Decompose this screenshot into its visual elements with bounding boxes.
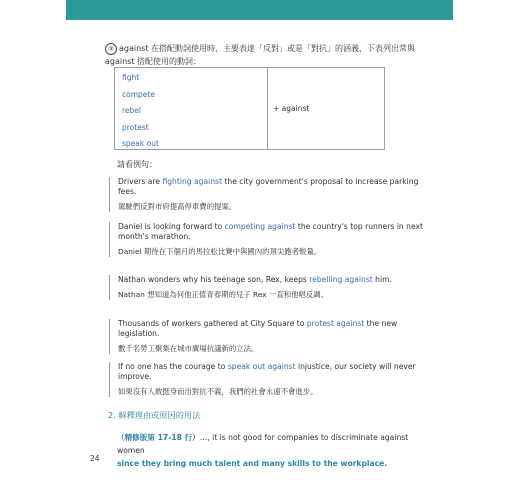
against-cell: + against — [273, 104, 310, 113]
verb-item: compete — [122, 89, 155, 99]
intro-paragraph — [105, 42, 420, 68]
verb-table — [114, 67, 385, 150]
example-zh: 數千名勞工聚集在城市廣場抗議新的立法。 — [118, 344, 259, 353]
example-en: Drivers are fighting against the city government's proposal to increase parking fees. — [118, 177, 419, 196]
highlight-phrase: rebelling against — [309, 275, 373, 284]
intro-line-2: against 搭配使用的動詞： — [105, 57, 202, 66]
verb-item: speak out — [122, 139, 159, 149]
highlight-phrase: fighting against — [162, 177, 222, 186]
item-number: ③ — [105, 43, 117, 55]
example-block — [109, 222, 424, 257]
verb-list — [115, 68, 268, 149]
section-text: …, it is not good for companies to discriminate against women — [117, 433, 409, 455]
examples-label: 請看例句： — [117, 160, 157, 169]
verb-item: protest — [122, 122, 149, 132]
example-en: Thousands of workers gathered at City Square to protest against the new legislation. — [118, 319, 398, 338]
header-bar — [66, 0, 453, 20]
example-en: If no one has the courage to speak out against injustice, our society will never improve. — [118, 362, 416, 381]
intro-line-1: against 在搭配動詞使用時，主要表達「反對」或是「對抗」的涵義，下表列出常與 — [119, 44, 416, 53]
highlight-phrase: speak out against — [227, 362, 296, 371]
example-en: Nathan wonders why his teenage son, Rex, keeps rebelling against him. — [118, 275, 392, 284]
section-title: 2. 解釋理由或原因的用法 — [108, 410, 201, 420]
example-zh: 如果沒有人敢挺身而出對抗不義，我們的社會永遠不會進步。 — [118, 387, 318, 396]
example-zh: Daniel 期待在下個月的馬拉松比賽中與國內的頂尖跑者較量。 — [118, 247, 322, 256]
highlight-phrase: competing against — [224, 222, 296, 231]
example-en: Daniel is looking forward to competing against the country's top runners in next month's marathon. — [118, 222, 423, 241]
example-block — [109, 319, 424, 354]
line-reference: （精修版第 17-18 行） — [117, 433, 200, 442]
highlight-phrase: protest against — [306, 319, 365, 328]
section-highlight: since they bring much talent and many skills to the workplace. — [117, 459, 388, 468]
verb-item: fight — [122, 73, 140, 82]
verb-item: rebel — [122, 106, 141, 116]
example-zh: Nathan 想知道為何他正值青春期的兒子 Rex 一直和他唱反調。 — [118, 290, 329, 299]
example-block — [109, 362, 424, 397]
example-zh: 駕駛們反對市府提高停車費的提案。 — [118, 202, 237, 211]
example-block — [109, 177, 424, 212]
example-block — [109, 275, 424, 300]
section-body — [117, 431, 417, 470]
page-number: 24 — [90, 454, 100, 463]
